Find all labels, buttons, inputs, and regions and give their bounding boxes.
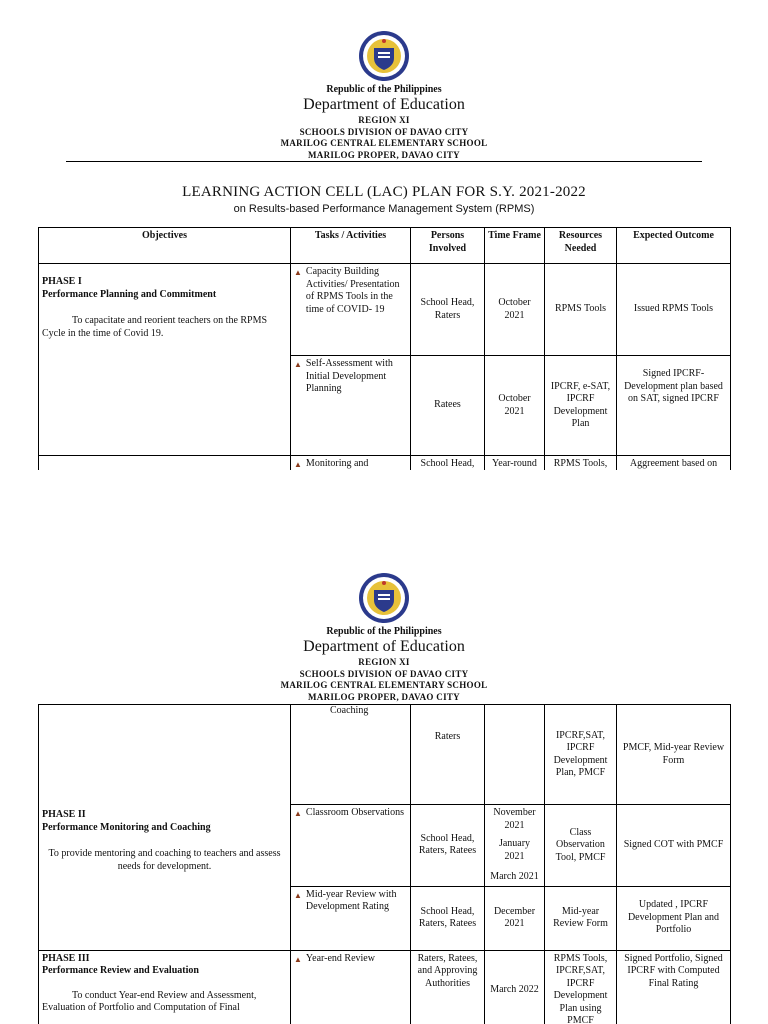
time-cell: December 2021 [485, 886, 545, 950]
division-label: SCHOOLS DIVISION OF DAVAO CITY [299, 669, 469, 679]
arrow-bullet-icon: ▲ [294, 268, 302, 277]
persons-cell: School Head, Raters, Ratees [411, 886, 485, 950]
document-subtitle: on Results-based Performance Management System (RPMS) [233, 203, 535, 215]
resources-cell: IPCRF, e-SAT, IPCRF Development Plan [545, 356, 617, 456]
deped-seal-logo [358, 30, 410, 82]
task-cell [291, 950, 411, 1024]
outcome-cell: Updated , IPCRF Development Plan and Portfolio [617, 886, 731, 950]
header-divider [66, 161, 702, 162]
school-label: MARILOG CENTRAL ELEMENTARY SCHOOL [280, 138, 488, 148]
document-page-2 [0, 562, 768, 1024]
outcome-cell: PMCF, Mid-year Review Form [617, 705, 731, 805]
persons-cell: School Head, Raters [411, 264, 485, 356]
time-jan: January 2021 [498, 838, 531, 862]
republic-label: Republic of the Philippines [326, 84, 442, 95]
deped-seal-logo [358, 572, 410, 624]
table-row [39, 705, 731, 805]
arrow-bullet-icon: ▲ [294, 954, 302, 964]
header-objectives: Objectives [39, 228, 291, 264]
task-cell [291, 805, 411, 887]
persons-cell: School Head, Raters, Ratees [411, 805, 485, 887]
persons-cell: Ratees [411, 356, 485, 456]
address-label: MARILOG PROPER, DAVAO CITY [308, 692, 460, 702]
outcome-cell: Aggreement based on [617, 456, 731, 471]
outcome-cell: Signed COT with PMCF [617, 805, 731, 887]
header-tasks: Tasks / Activities [291, 228, 411, 264]
task-text: Classroom Observations [305, 807, 404, 818]
time-mar: March 2021 [490, 871, 539, 882]
phase1-objective-cell [39, 264, 291, 456]
resources-cell: Class Observation Tool, PMCF [545, 805, 617, 887]
header-resources: Resources Needed [545, 228, 617, 264]
resources-cell: RPMS Tools [545, 264, 617, 356]
persons-cell: Raters [411, 705, 485, 805]
outcome-cell: Signed Portfolio, Signed IPCRF with Computed Final Rating [617, 950, 731, 1024]
resources-cell: RPMS Tools, [545, 456, 617, 471]
arrow-bullet-icon: ▲ [294, 809, 302, 818]
table-row [39, 264, 731, 356]
phase1-objective: To capacitate and reorient teachers on the RPMS Cycle in the time of Covid 19. [42, 315, 268, 339]
time-cell: October 2021 [485, 264, 545, 356]
resources-cell: RPMS Tools, IPCRF,SAT, IPCRF Development Plan using PMCF [545, 950, 617, 1024]
task-cell [291, 886, 411, 950]
page-gap [0, 470, 768, 562]
school-label: MARILOG CENTRAL ELEMENTARY SCHOOL [280, 680, 488, 690]
department-label: Department of Education [303, 96, 465, 113]
outcome-cell: Signed IPCRF-Development plan based on SAT, signed IPCRF [617, 356, 731, 456]
phase3-objective-cell [39, 950, 291, 1024]
objective-cell [39, 456, 291, 471]
phase2-objective-cell [39, 705, 291, 951]
task-cell [291, 356, 411, 456]
task-cell [291, 705, 411, 805]
task-text: Coaching [330, 705, 369, 716]
lac-plan-table-continued [38, 704, 731, 1024]
time-nov: November 2021 [493, 807, 536, 831]
outcome-cell: Issued RPMS Tools [617, 264, 731, 356]
lac-plan-table [38, 227, 731, 470]
header-outcome: Expected Outcome [617, 228, 731, 264]
task-cell [291, 456, 411, 471]
resources-cell: IPCRF,SAT, IPCRF Development Plan, PMCF [545, 705, 617, 805]
division-label: SCHOOLS DIVISION OF DAVAO CITY [299, 127, 469, 137]
document-title: LEARNING ACTION CELL (LAC) PLAN FOR S.Y. 2021-2022 [182, 184, 586, 200]
time-cell: March 2022 [485, 950, 545, 1024]
document-page-1 [0, 0, 768, 470]
header-persons: Persons Involved [411, 228, 485, 264]
time-cell [485, 705, 545, 805]
phase3-title: PHASE III [42, 952, 90, 964]
region-label: REGION XI [358, 115, 410, 125]
region-label: REGION XI [358, 657, 410, 667]
task-text: Mid-year Review with Development Rating [305, 888, 397, 912]
resources-cell: Mid-year Review Form [545, 886, 617, 950]
arrow-bullet-icon: ▲ [294, 360, 302, 369]
republic-label: Republic of the Philippines [326, 626, 442, 637]
phase2-title: PHASE II [42, 809, 86, 821]
table-header-row [39, 228, 731, 264]
phase1-name: Performance Planning and Commitment [42, 288, 217, 300]
header-time: Time Frame [485, 228, 545, 264]
time-cell: Year-round [485, 456, 545, 471]
phase2-name: Performance Monitoring and Coaching [42, 821, 211, 833]
task-text: Monitoring and [305, 458, 369, 469]
phase1-title: PHASE I [42, 276, 82, 287]
task-text: Year-end Review [305, 952, 375, 964]
time-cell: October 2021 [485, 356, 545, 456]
arrow-bullet-icon: ▲ [294, 460, 302, 469]
table-row [39, 950, 731, 1024]
phase3-name: Performance Review and Evaluation [42, 965, 199, 976]
address-label: MARILOG PROPER, DAVAO CITY [308, 150, 460, 160]
persons-cell: Raters, Ratees, and Approving Authorities [411, 950, 485, 1024]
task-text: Capacity Building Activities/ Presentation of RPMS Tools in the time of COVID- 19 [305, 266, 400, 315]
persons-cell: School Head, [411, 456, 485, 471]
table-row [39, 456, 731, 471]
phase3-objective: To conduct Year-end Review and Assessment, Evaluation of Portfolio and Computation of Final [42, 989, 257, 1013]
task-cell [291, 264, 411, 356]
time-cell [485, 805, 545, 887]
phase2-objective: To provide mentoring and coaching to teachers and assess needs for development. [48, 848, 281, 872]
arrow-bullet-icon: ▲ [294, 890, 302, 900]
department-label: Department of Education [303, 638, 465, 655]
task-text: Self-Assessment with Initial Development Planning [305, 358, 393, 394]
